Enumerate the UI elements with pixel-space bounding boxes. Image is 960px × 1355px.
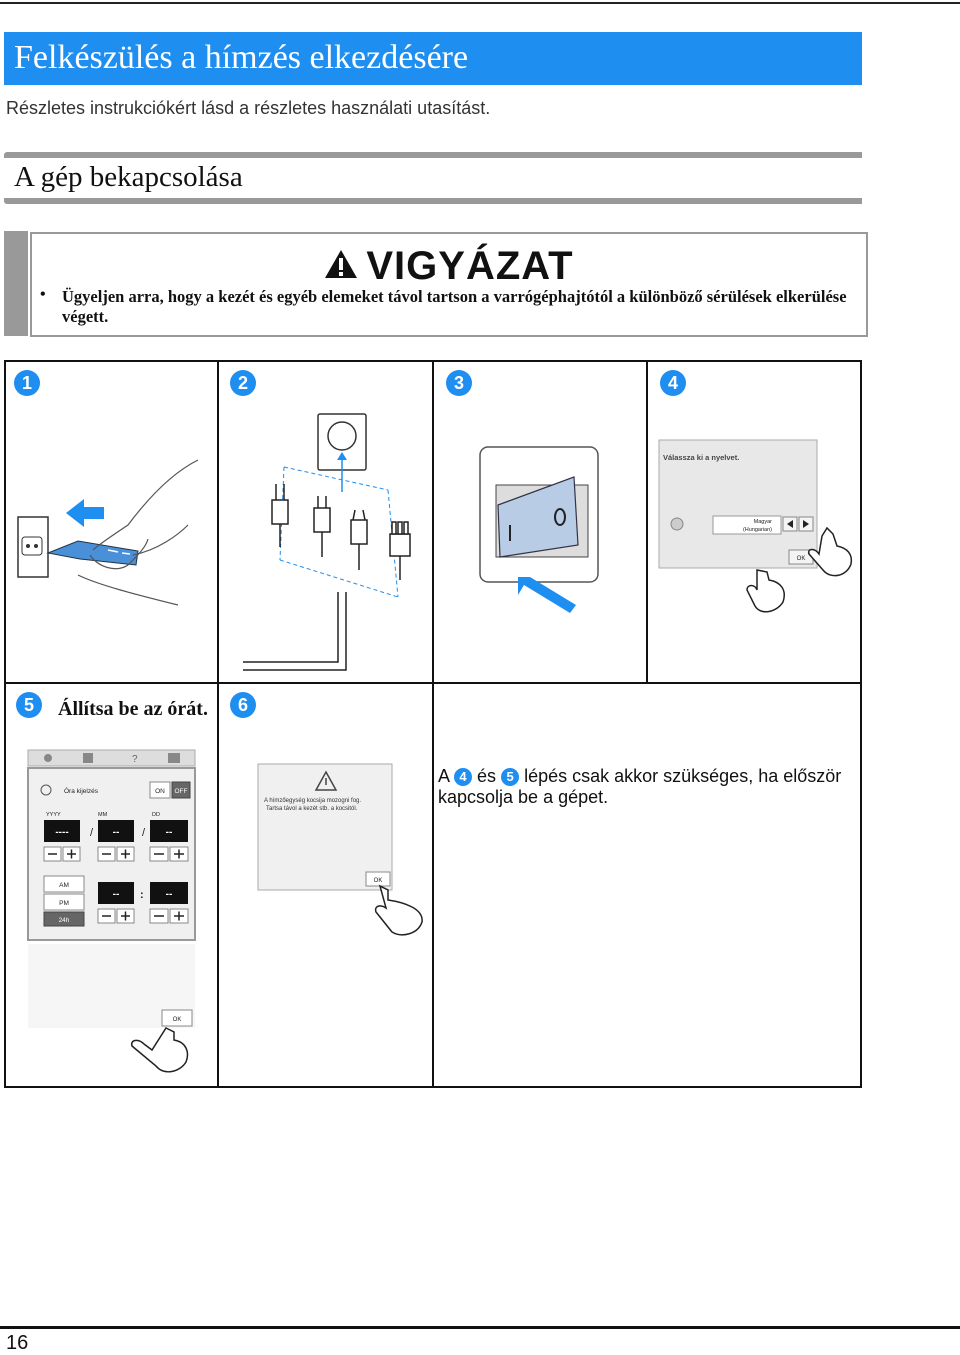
- note-rest: lépés csak akkor szükséges, ha először kapcsolja be a gépet.: [438, 766, 842, 807]
- note-and: és: [477, 766, 497, 786]
- screen6-ok-label: OK: [373, 878, 383, 884]
- section-header: [4, 152, 862, 204]
- caution-heading: [32, 244, 866, 289]
- clock-setting-screen: [28, 750, 203, 1085]
- grid-divider-1: [217, 360, 219, 1088]
- step5-caption: Állítsa be az órát.: [58, 698, 208, 720]
- home-tab-icon[interactable]: [168, 753, 180, 763]
- caution-side-bar: [4, 231, 28, 336]
- grid-row-divider: [4, 682, 862, 684]
- step-number-4: 4: [660, 370, 686, 396]
- section-title: A gép bekapcsolása: [14, 161, 243, 193]
- day-label: DD: [152, 812, 160, 818]
- grid-divider-2: [432, 360, 434, 1088]
- clock-display-label: Óra kijelzés: [64, 788, 98, 795]
- step-number-5: 5: [16, 692, 42, 718]
- plug-into-socket-illustration: [18, 455, 208, 615]
- pointing-hand-icon-4: [376, 886, 423, 935]
- step-number-1: 1: [14, 370, 40, 396]
- page-title: Felkészülés a hímzés elkezdésére: [14, 39, 469, 76]
- date-separator-2: /: [142, 827, 146, 839]
- month-value: --: [112, 827, 120, 838]
- power-cord-illustration: [238, 412, 428, 677]
- caution-frame: [30, 232, 868, 337]
- page-number: 16: [6, 1332, 29, 1354]
- pm-label: PM: [59, 900, 69, 907]
- month-label: MM: [98, 812, 108, 818]
- clock-off-label: OFF: [174, 788, 188, 795]
- first-use-note: [438, 766, 858, 808]
- section-rule-top: [4, 152, 862, 158]
- clock-on-label: ON: [155, 788, 165, 795]
- 24h-label: 24h: [58, 917, 70, 924]
- caution-box: [4, 231, 864, 336]
- warning-icon: [324, 249, 358, 279]
- warning-screen: [256, 762, 431, 942]
- pointing-hand-icon-3: [132, 1028, 188, 1072]
- screen5-ok-label: OK: [172, 1017, 182, 1023]
- am-label: AM: [59, 882, 69, 889]
- step-number-6: 6: [230, 692, 256, 718]
- step-number-3: 3: [446, 370, 472, 396]
- intro-text: Részletes instrukciókért lásd a részletes használati utasítást.: [6, 98, 491, 118]
- footer-rule: [0, 1326, 960, 1329]
- screen4-language-sub: (Hungarian): [742, 527, 772, 533]
- section-rule-bottom: [4, 198, 862, 204]
- power-switch-illustration: [478, 445, 608, 615]
- screen6-line2: Tartsa távol a kezét stb. a kocsitól.: [266, 806, 358, 812]
- caution-heading-text: VIGYÁZAT: [366, 244, 574, 288]
- hour-value: --: [112, 889, 120, 900]
- caution-text: Ügyeljen arra, hogy a kezét és egyéb elemeket távol tartson a varrógéphajtótól a különböző sérülések elkerülése végett.: [62, 287, 847, 326]
- page-tab-icon[interactable]: [83, 753, 93, 763]
- top-rule: [0, 2, 960, 4]
- time-separator: :: [140, 889, 144, 901]
- clock-tab-icon[interactable]: [44, 754, 52, 762]
- language-select-screen: [657, 440, 857, 620]
- screen4-language: Magyar: [753, 519, 772, 525]
- note-step4-badge: 4: [454, 768, 472, 786]
- screen6-line1: A hímzőegység kocsija mozogni fog.: [264, 798, 362, 804]
- screen4-ok-label: OK: [796, 556, 806, 562]
- pointing-hand-icon-2: [747, 570, 784, 612]
- step-number-2: 2: [230, 370, 256, 396]
- note-a: A: [438, 766, 450, 786]
- date-separator-1: /: [90, 827, 94, 839]
- grid-divider-3: [646, 360, 648, 684]
- screen4-prompt: Válassza ki a nyelvet.: [663, 453, 740, 462]
- year-value: ----: [55, 827, 69, 838]
- minute-value: --: [165, 889, 173, 900]
- note-step5-badge: 5: [501, 768, 519, 786]
- caution-bullet: •: [40, 286, 46, 303]
- help-tab-icon[interactable]: ?: [132, 754, 138, 765]
- page-title-bar: [4, 32, 862, 85]
- day-value: --: [165, 827, 173, 838]
- year-label: YYYY: [46, 812, 61, 818]
